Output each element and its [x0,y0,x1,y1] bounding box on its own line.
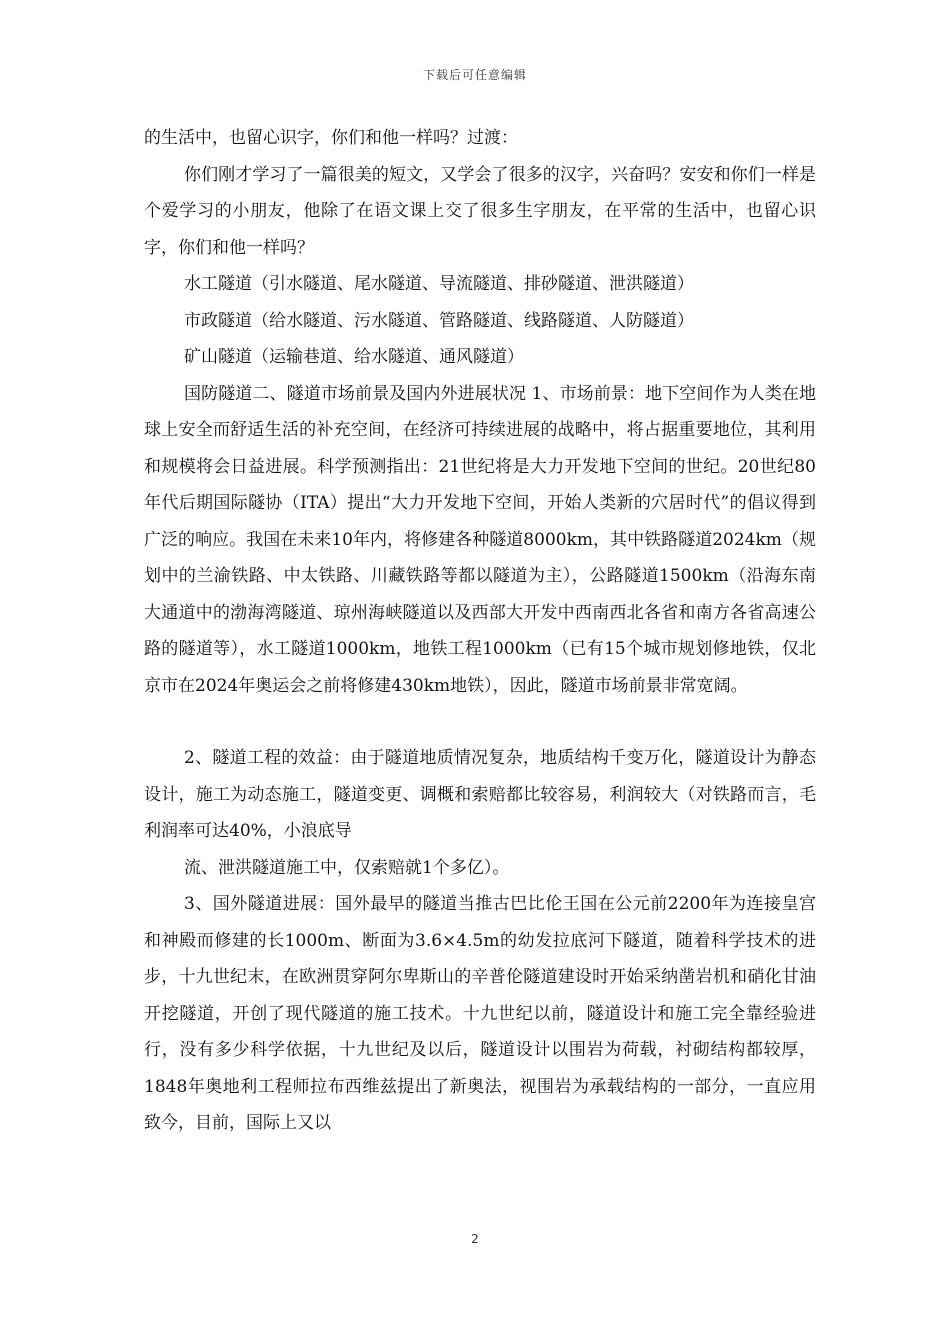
paragraph-spacer [144,704,816,740]
page-number: 2 [471,1232,479,1246]
document-body [144,120,816,1142]
paragraph-benefits: 2、隧道工程的效益：由于隧道地质情况复杂，地质结构千变万化，隧道设计为静态设计，施工为动态施工，隧道变更、调概和索赔都比较容易，利润较大（对铁路而言，毛利润率可达40%，小浪底导 [144,748,816,841]
paragraph-continuation: 的生活中，也留心识字，你们和他一样吗？过渡： [144,128,518,148]
list-item-hydraulic-tunnel: 水工隧道（引水隧道、尾水隧道、导流隧道、排砂隧道、泄洪隧道） [184,274,694,294]
paragraph-benefits-continued: 流、泄洪隧道施工中，仅索赔就1个多亿）。 [184,857,510,878]
paragraph-foreign-progress: 3、国外隧道进展：国外最早的隧道当推古巴比伦王国在公元前2200年为连接皇宫和神殿而修建的长1000m、断面为3.6×4.5m的幼发拉底河下隧道，随着科学技术的进步，十九世纪末，在欧洲贯穿阿尔卑斯山的辛普伦隧道建设时开始采纳凿岩机和硝化甘油开挖隧道，开创了现代隧道的施工技术。十九世纪以前，隧道设计和施工完全靠经验进行，没有多少科学依据，十九世纪及以后，隧道设计以围岩为荷载，衬砌结构都较厚，1848年奥地利工程师拉布西维兹提出了新奥法，视围岩为承载结构的一部分，一直应用致今，目前，国际上又以 [144,894,816,1133]
list-item-mining-tunnel: 矿山隧道（运输巷道、给水隧道、通风隧道） [184,347,524,367]
list-item-municipal-tunnel: 市政隧道（给水隧道、污水隧道、管路隧道、线路隧道、人防隧道） [184,310,694,331]
paragraph-transition: 你们刚才学习了一篇很美的短文，又学会了很多的汉字，兴奋吗？安安和你们一样是个爱学习的小朋友，他除了在语文课上交了很多生字朋友，在平常的生活中，也留心识字，你们和他一样吗？ [144,164,816,258]
page-header: 下载后可任意编辑 [422,68,527,82]
paragraph-market-prospect: 国防隧道二、隧道市场前景及国内外进展状况 1、市场前景：地下空间作为人类在地球上安全而舒适生活的补充空间，在经济可持续进展的战略中，将占据重要地位，其利用和规模将会日益进展。科学预测指出：21世纪将是大力开发地下空间的世纪。20世纪80年代后期国际隧协（ITA）提出“大力开发地下空间，开始人类新的穴居时代”的倡议得到广泛的响应。我国在未来10年内，将修建各种隧道8000km，其中铁路隧道2024km（规划中的兰渝铁路、中太铁路、川藏铁路等都以隧道为主），公路隧道1500km（沿海东南大通道中的渤海湾隧道、琼州海峡隧道以及西部大开发中西南西北各省和南方各省高速公路的隧道等），水工隧道1000km，地铁工程1000km（已有15个城市规划修地铁，仅北京市在2024年奥运会之前将修建430km地铁），因此，隧道市场前景非常宽阔。 [144,383,816,696]
